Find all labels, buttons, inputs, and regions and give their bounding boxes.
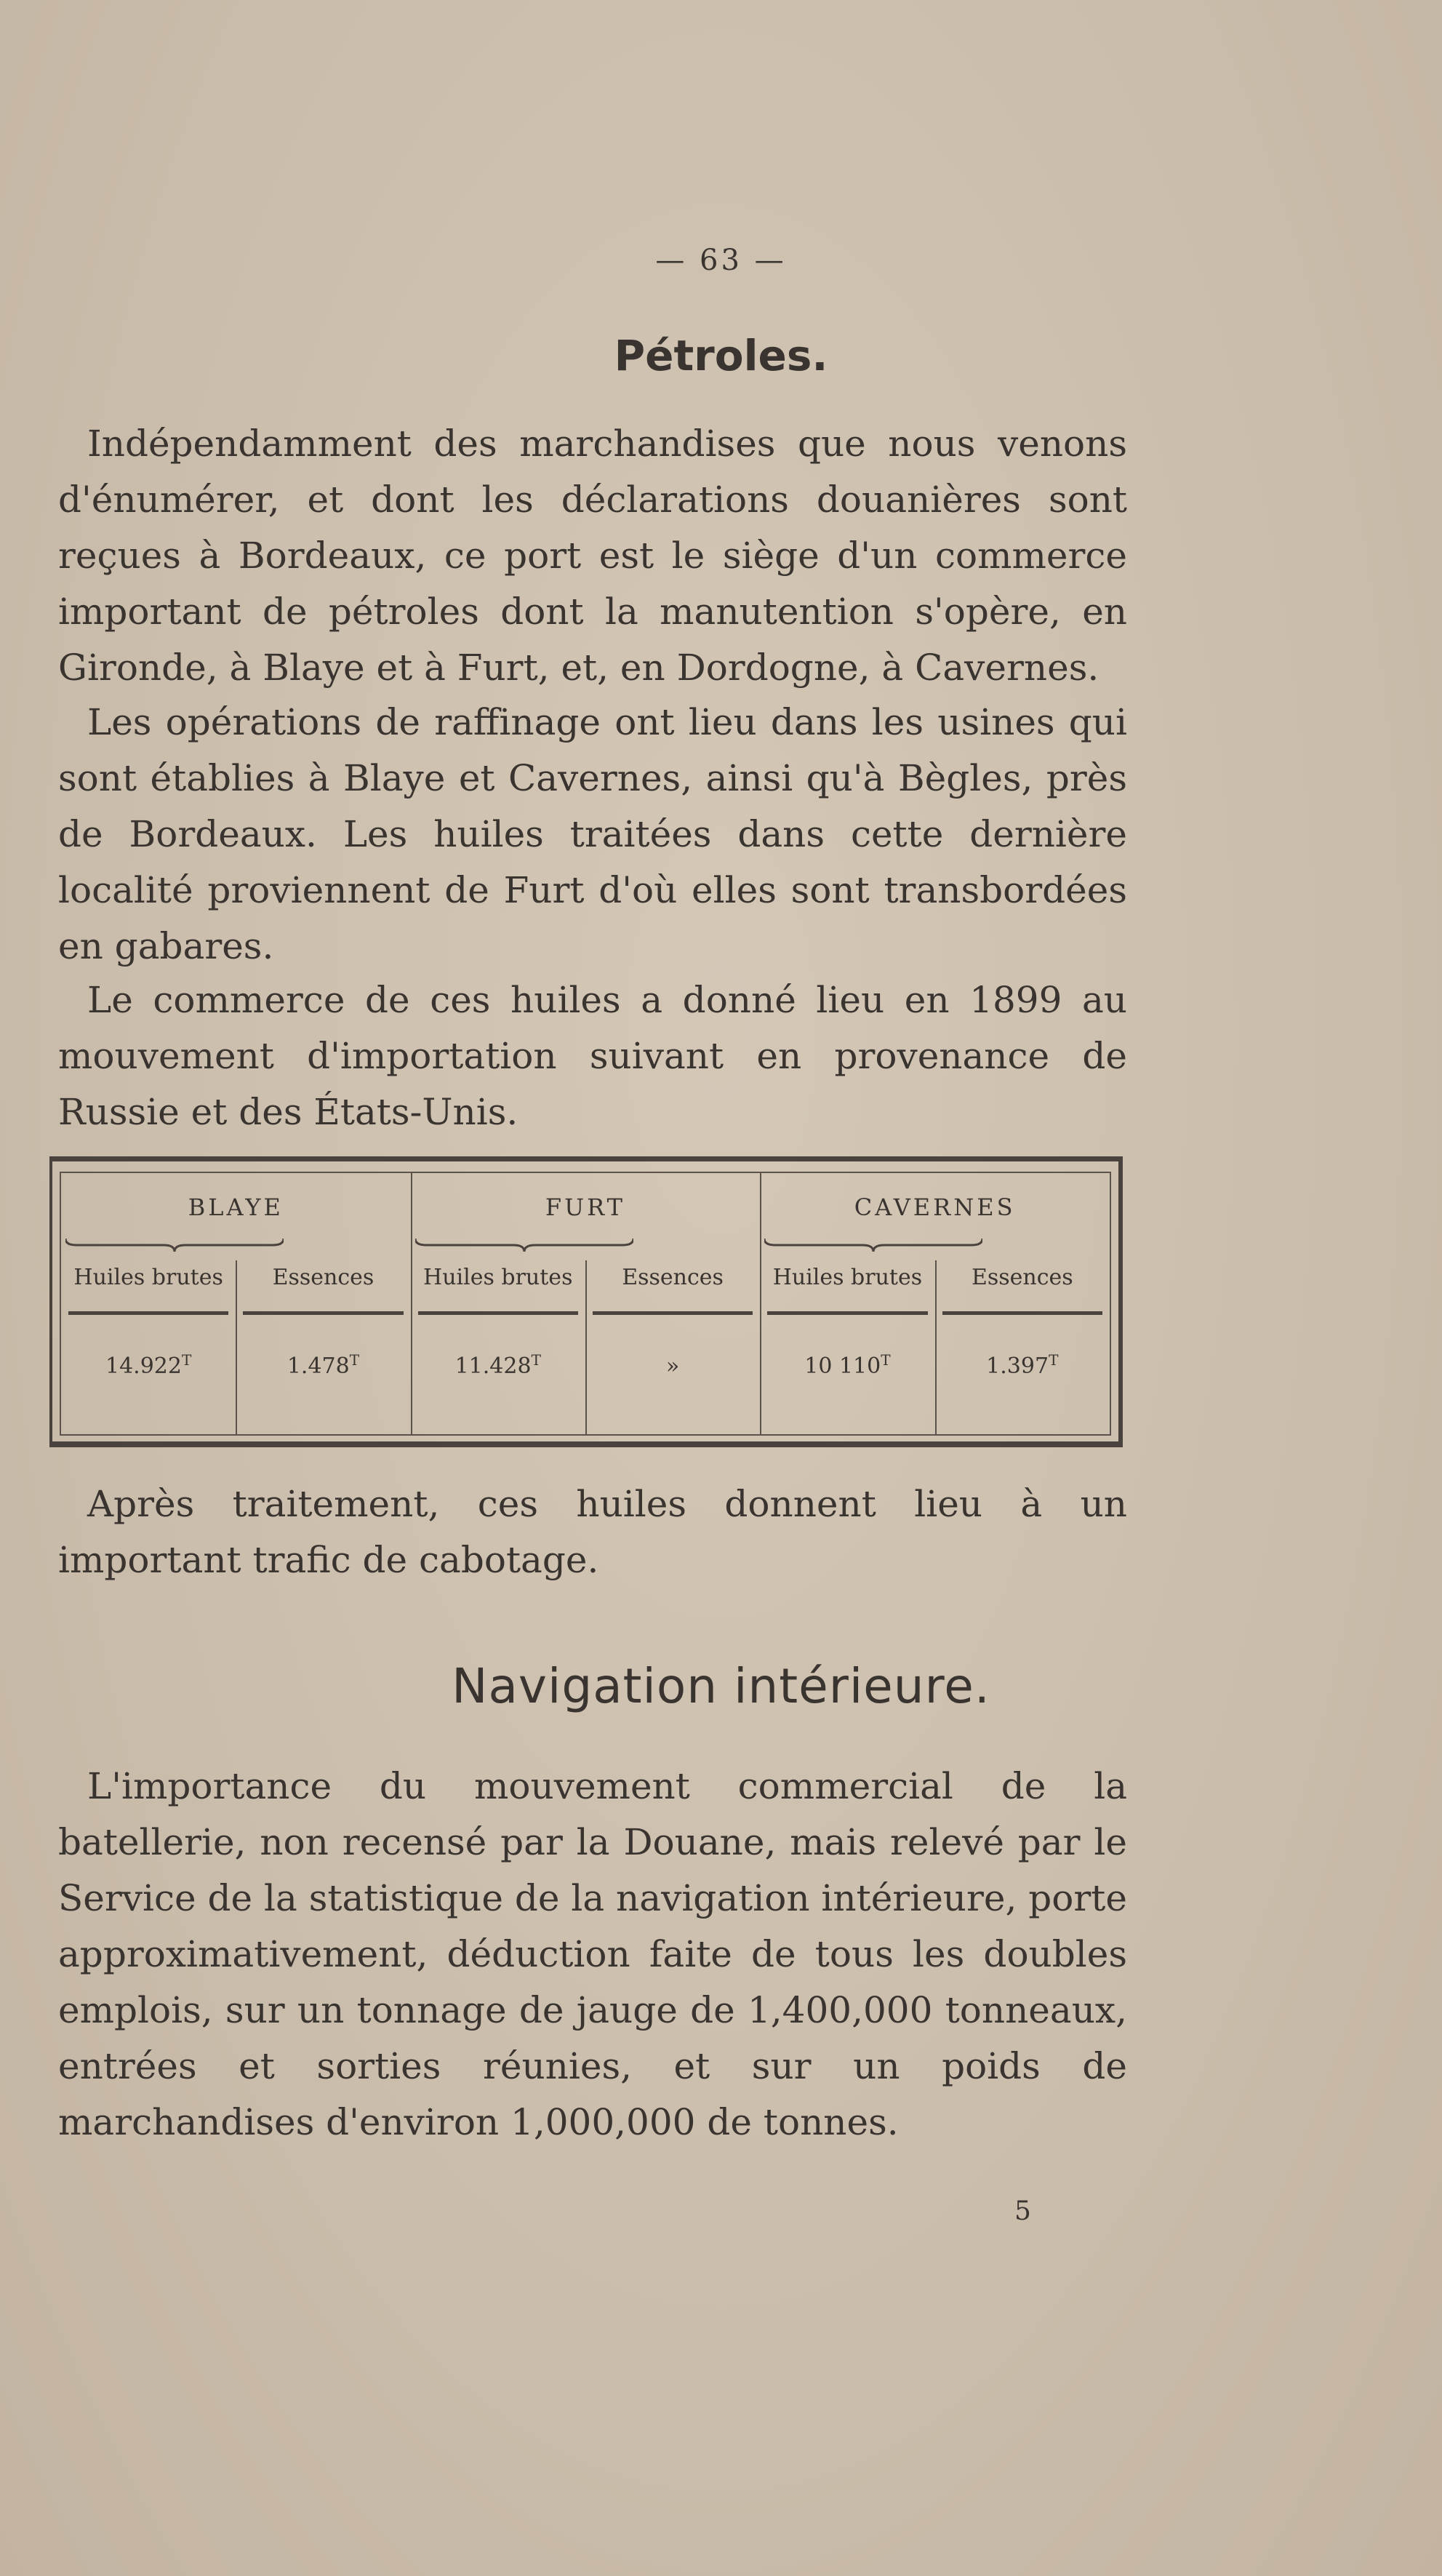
paragraph-commerce: Le commerce de ces huiles a donné lieu en 1899 au mouvement d'importation suivant en provenance de Russie et des États-Unis. [58,979,1127,1133]
paragraph-cabotage: Après traitement, ces huiles donnent lieu à un important trafic de cabotage. [58,1483,1127,1581]
page-number: — 63 — [655,244,787,277]
import-table [49,1156,1123,1447]
section-title-navigation: Navigation intérieure. [452,1658,990,1714]
column-rule [942,1311,1102,1315]
brace-icon [764,1234,982,1256]
table-group-cavernes [760,1173,1110,1434]
cell-value: $1.397^T$ [986,1351,1059,1379]
cell-value: » [665,1353,680,1379]
folio-number: 5 [1014,2196,1031,2226]
cell-value: $11.428^T$ [454,1351,541,1379]
table-cell-furt-essences [585,1260,760,1434]
table-cell-blaye-essences [236,1260,410,1434]
table-group-blaye [61,1173,412,1434]
group-label: BLAYE [188,1193,284,1221]
cell-value: 10 $110^T$ [804,1351,891,1379]
paragraph-petroles-intro: Indépendamment des marchandises que nous venons d'énumérer, et dont les déclarations douanières sont reçues à Bordeaux, ce port est le siège d'un commerce important de pétroles dont la manutention s'opère, en Gironde, à Blaye et à Furt, et, en Dordogne, à Cavernes. [58,423,1127,689]
column-rule [767,1311,927,1315]
group-label: CAVERNES [854,1193,1016,1221]
column-header: Huiles brutes [73,1265,223,1290]
column-header: Huiles brutes [423,1265,573,1290]
brace-icon [415,1234,633,1256]
paragraph-raffinage: Les opérations de raffinage ont lieu dans les usines qui sont établies à Blaye et Cavernes, ainsi qu'à Bègles, près de Bordeaux. Les huiles traitées dans cette dernière localité proviennent de Furt d'où elles sont transbordées en gabares. [58,701,1127,967]
column-header: Essences [622,1265,724,1290]
table-cell-furt-huiles [411,1260,587,1434]
table-cell-cavernes-essences [935,1260,1110,1434]
brace-icon [65,1234,284,1256]
cell-value: $14.922^T$ [105,1351,192,1379]
table-group-furt [411,1173,762,1434]
cell-value: $1.478^T$ [287,1351,360,1379]
column-header: Essences [971,1265,1073,1290]
column-rule [243,1311,403,1315]
table-cell-cavernes-huiles [760,1260,936,1434]
paragraph-navigation: L'importance du mouvement commercial de la batellerie, non recensé par la Douane, mais relevé par le Service de la statistique de la navigation intérieure, porte approximativement, déduction faite de tous les doubles emplois, sur un tonnage de jauge de 1,400,000 tonneaux, entrées et sorties réunies, et sur un poids de marchandises d'environ 1,000,000 de tonnes. [58,1765,1127,2143]
column-header: Essences [272,1265,374,1290]
column-rule [418,1311,578,1315]
column-header: Huiles brutes [772,1265,923,1290]
import-table-inner [60,1172,1111,1436]
table-cell-blaye-huiles [61,1260,237,1434]
column-rule [593,1311,753,1315]
column-rule [68,1311,228,1315]
section-title-petroles: Pétroles. [614,331,828,380]
group-label: FURT [545,1193,625,1221]
